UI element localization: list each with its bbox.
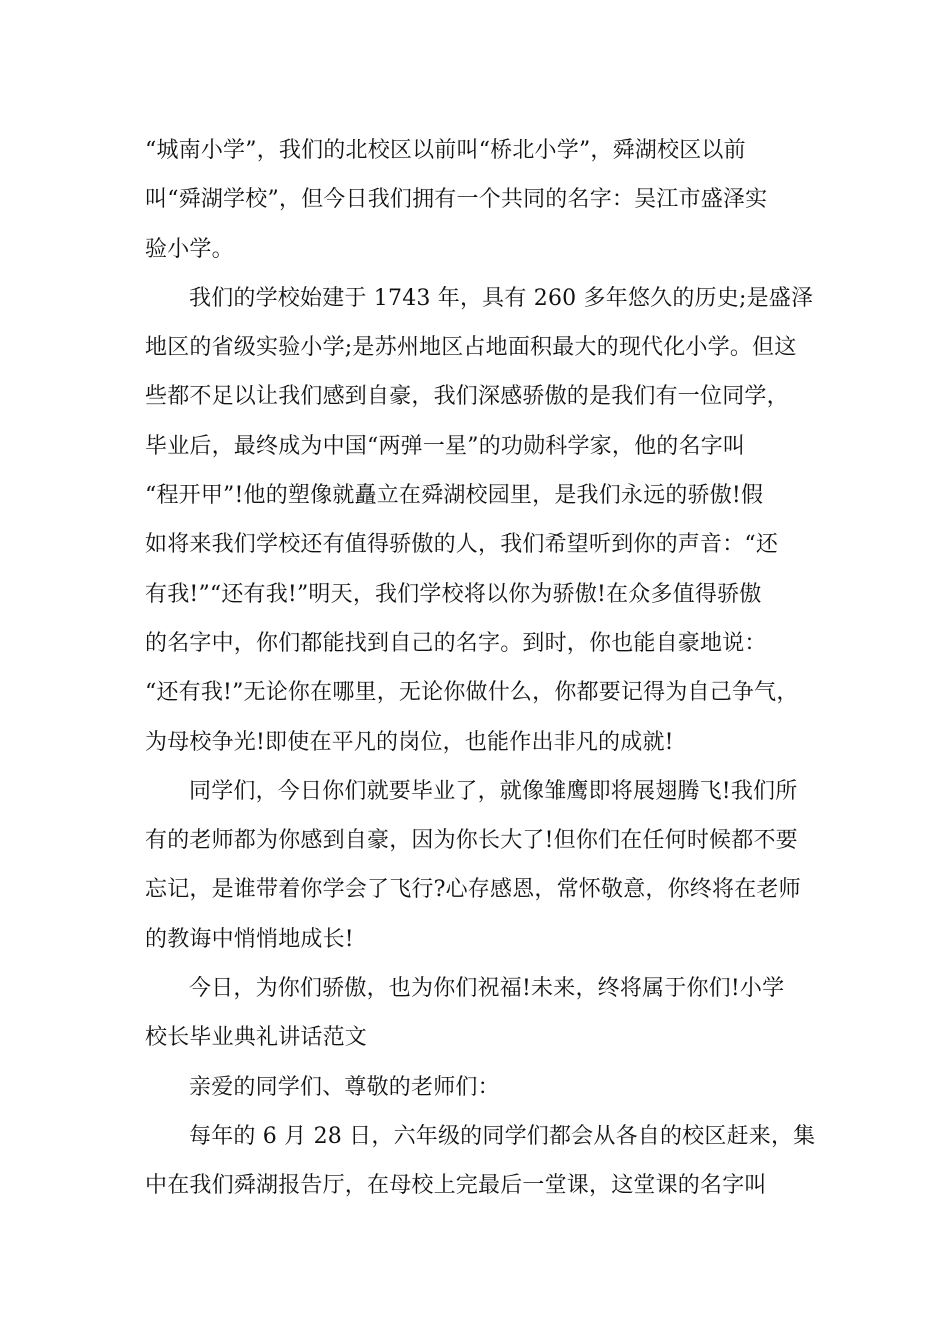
text-line: 我们的学校始建于 1743 年，具有 260 多年悠久的历史;是盛泽	[189, 285, 814, 311]
text-line: 的教诲中悄悄地成长!	[145, 926, 354, 952]
text-line: 亲爱的同学们、尊敬的老师们：	[189, 1074, 500, 1100]
text-line: 毕业后，最终成为中国“两弹一星”的功勋科学家，他的名字叫	[145, 433, 746, 459]
text-line: 今日，为你们骄傲，也为你们祝福!未来，终将属于你们!小学	[189, 976, 785, 1002]
text-line: 中在我们舜湖报告厅，在母校上完最后一堂课，这堂课的名字叫	[145, 1173, 767, 1199]
text-line: 忘记，是谁带着你学会了飞行?心存感恩，常怀敬意，你终将在老师	[145, 877, 801, 903]
text-line: 验小学。	[145, 236, 234, 262]
text-line: 些都不足以让我们感到自豪，我们深感骄傲的是我们有一位同学，	[145, 384, 789, 410]
text-line: 校长毕业典礼讲话范文	[145, 1025, 368, 1051]
text-line: 叫“舜湖学校”，但今日我们拥有一个共同的名字：吴江市盛泽实	[145, 187, 768, 213]
text-line: 如将来我们学校还有值得骄傲的人，我们希望听到你的声音：“还	[145, 532, 779, 558]
text-line: 同学们，今日你们就要毕业了，就像雏鹰即将展翅腾飞!我们所	[189, 778, 798, 804]
document-body	[145, 126, 815, 1211]
text-line: 地区的省级实验小学;是苏州地区占地面积最大的现代化小学。但这	[145, 335, 797, 361]
text-line: 的名字中，你们都能找到自己的名字。到时，你也能自豪地说：	[145, 630, 767, 656]
text-line: 每年的 6 月 28 日，六年级的同学们都会从各自的校区赶来，集	[189, 1123, 816, 1149]
text-line: 有的老师都为你感到自豪，因为你长大了!但你们在任何时候都不要	[145, 828, 798, 854]
text-line: 为母校争光!即使在平凡的岗位，也能作出非凡的成就!	[145, 729, 674, 755]
text-line: “程开甲”!他的塑像就矗立在舜湖校园里，是我们永远的骄傲!假	[145, 483, 764, 509]
text-line: “城南小学”，我们的北校区以前叫“桥北小学”，舜湖校区以前	[145, 138, 746, 163]
text-line: “还有我!”无论你在哪里，无论你做什么，你都要记得为自己争气，	[145, 680, 799, 706]
text-line: 有我!”“还有我!”明天，我们学校将以你为骄傲!在众多值得骄傲	[145, 581, 762, 607]
